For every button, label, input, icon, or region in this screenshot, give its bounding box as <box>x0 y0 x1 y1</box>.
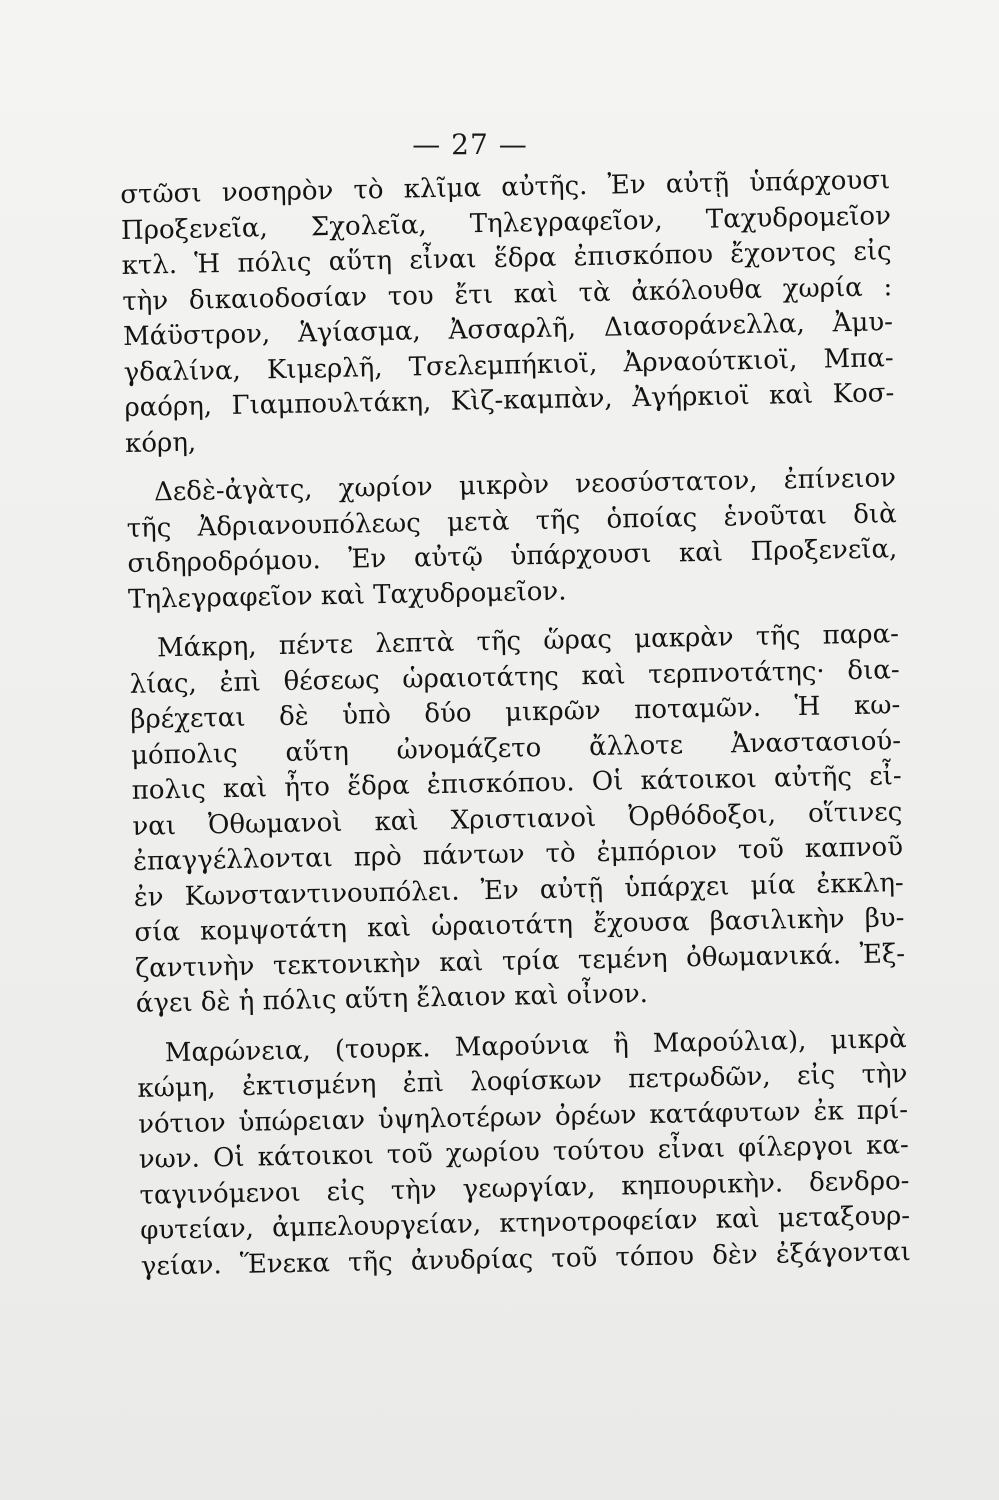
text-line: λίας, ἐπὶ θέσεως ὡραιοτάτης καὶ τερπνοτάτης· δια- <box>129 654 900 700</box>
paragraph <box>126 461 899 618</box>
text-line: μόπολις αὕτη ὠνομάζετο ἄλλοτε Ἀναστασιού- <box>130 725 902 771</box>
text-line: στῶσι νοσηρὸν τὸ κλῖμα αὐτῆς. Ἐν αὐτῇ ὑπάρχουσι <box>120 165 891 210</box>
text-line: Δεδὲ-ἀγὰτς, χωρίον μικρὸν νεοσύστατον, ἐπίνειον <box>153 463 897 508</box>
text-line: γδαλίνα, Κιμερλῆ, Τσελεμπήκιοϊ, Ἀρναούτκιοϊ, Μπα- <box>123 342 894 388</box>
text-line: τῆς Ἀδριανουπόλεως μετὰ τῆς ὁποίας ἑνοῦται διὰ <box>126 498 897 544</box>
paragraph <box>129 617 906 1022</box>
paragraph <box>120 163 895 462</box>
text-line: ταγινόμενοι εἰς τὴν γεωργίαν, κηπουρικὴν. δενδρο- <box>139 1165 910 1211</box>
paragraph <box>136 1022 911 1285</box>
text-line: νων. Οἱ κάτοικοι τοῦ χωρίου τούτου εἶναι φίλεργοι κα- <box>138 1130 909 1175</box>
text-line: Μαρώνεια, (τουρκ. Μαρούνια ἢ Μαρούλια), μικρὰ <box>164 1023 907 1068</box>
text-line: ραόρη, Γιαμπουλτάκη, Κὶζ-καμπὰν, Ἀγήρκιοϊ καὶ Κοσ- <box>124 378 895 423</box>
text-line: πολις καὶ ἦτο ἕδρα ἐπισκόπου. Οἱ κάτοικοι αὐτῆς εἶ- <box>131 761 902 806</box>
text-line: ναι Ὀθωμανοὶ καὶ Χριστιανοὶ Ὀρθόδοξοι, οἵτινες <box>132 796 903 842</box>
text-line: Τηλεγραφεῖον καὶ Ταχυδρομεῖον. <box>127 576 567 615</box>
text-line: σιδηροδρόμου. Ἐν αὐτῷ ὑπάρχουσι καὶ Προξενεῖα, <box>127 534 898 579</box>
text-line: ἐν Κωνσταντινουπόλει. Ἐν αὐτῇ ὑπάρχει μία ἐκκλη- <box>133 867 904 913</box>
text-line: Μάκρη, πέντε λεπτὰ τῆς ὥρας μακρὰν τῆς παρα- <box>156 619 900 664</box>
text-line: Μάϋστρον, Ἁγίασμα, Ἀσσαρλῆ, Διασοράνελλα, Ἀμυ- <box>122 307 894 352</box>
text-line: κόρη, <box>124 427 197 459</box>
text-line: φυτείαν, ἀμπελουργείαν, κτηνοτροφείαν καὶ μεταξουρ- <box>139 1201 911 1246</box>
text-line: νότιον ὑπώρειαν ὑψηλοτέρων ὀρέων κατάφυτων ἐκ πρί- <box>137 1094 909 1140</box>
text-line: γείαν. Ἕνεκα τῆς ἀνυδρίας τοῦ τόπου δὲν ἐξάγονται <box>140 1236 912 1282</box>
text-line: ἐπαγγέλλονται πρὸ πάντων τὸ ἐμπόριον τοῦ καπνοῦ <box>132 832 904 877</box>
text-line: ζαντινὴν τεκτονικὴν καὶ τρία τεμένη ὀθωμανικά. Ἐξ- <box>134 938 906 984</box>
text-line: σία κομψοτάτη καὶ ὡραιοτάτη ἔχουσα βασιλικὴν βυ- <box>134 903 905 948</box>
text-line: τὴν δικαιοδοσίαν του ἔτι καὶ τὰ ἀκόλουθα χωρία : <box>122 271 893 317</box>
body-text <box>120 163 911 1285</box>
text-line: άγει δὲ ἡ πόλις αὕτη ἔλαιον καὶ οἶνον. <box>135 979 649 1019</box>
text-line: κώμη, ἐκτισμένη ἐπὶ λοφίσκων πετρωδῶν, εἰς τὴν <box>137 1059 908 1104</box>
page-number: — 27 — <box>412 128 528 161</box>
text-line: κτλ. Ἡ πόλις αὕτη εἶναι ἕδρα ἐπισκόπου ἔχοντος εἰς <box>121 236 892 281</box>
text-line: Προξενεῖα, Σχολεῖα, Τηλεγραφεῖον, Ταχυδρομεῖον <box>120 200 892 246</box>
text-line: βρέχεται δὲ ὑπὸ δύο μικρῶν ποταμῶν. Ἡ κω- <box>130 690 901 735</box>
